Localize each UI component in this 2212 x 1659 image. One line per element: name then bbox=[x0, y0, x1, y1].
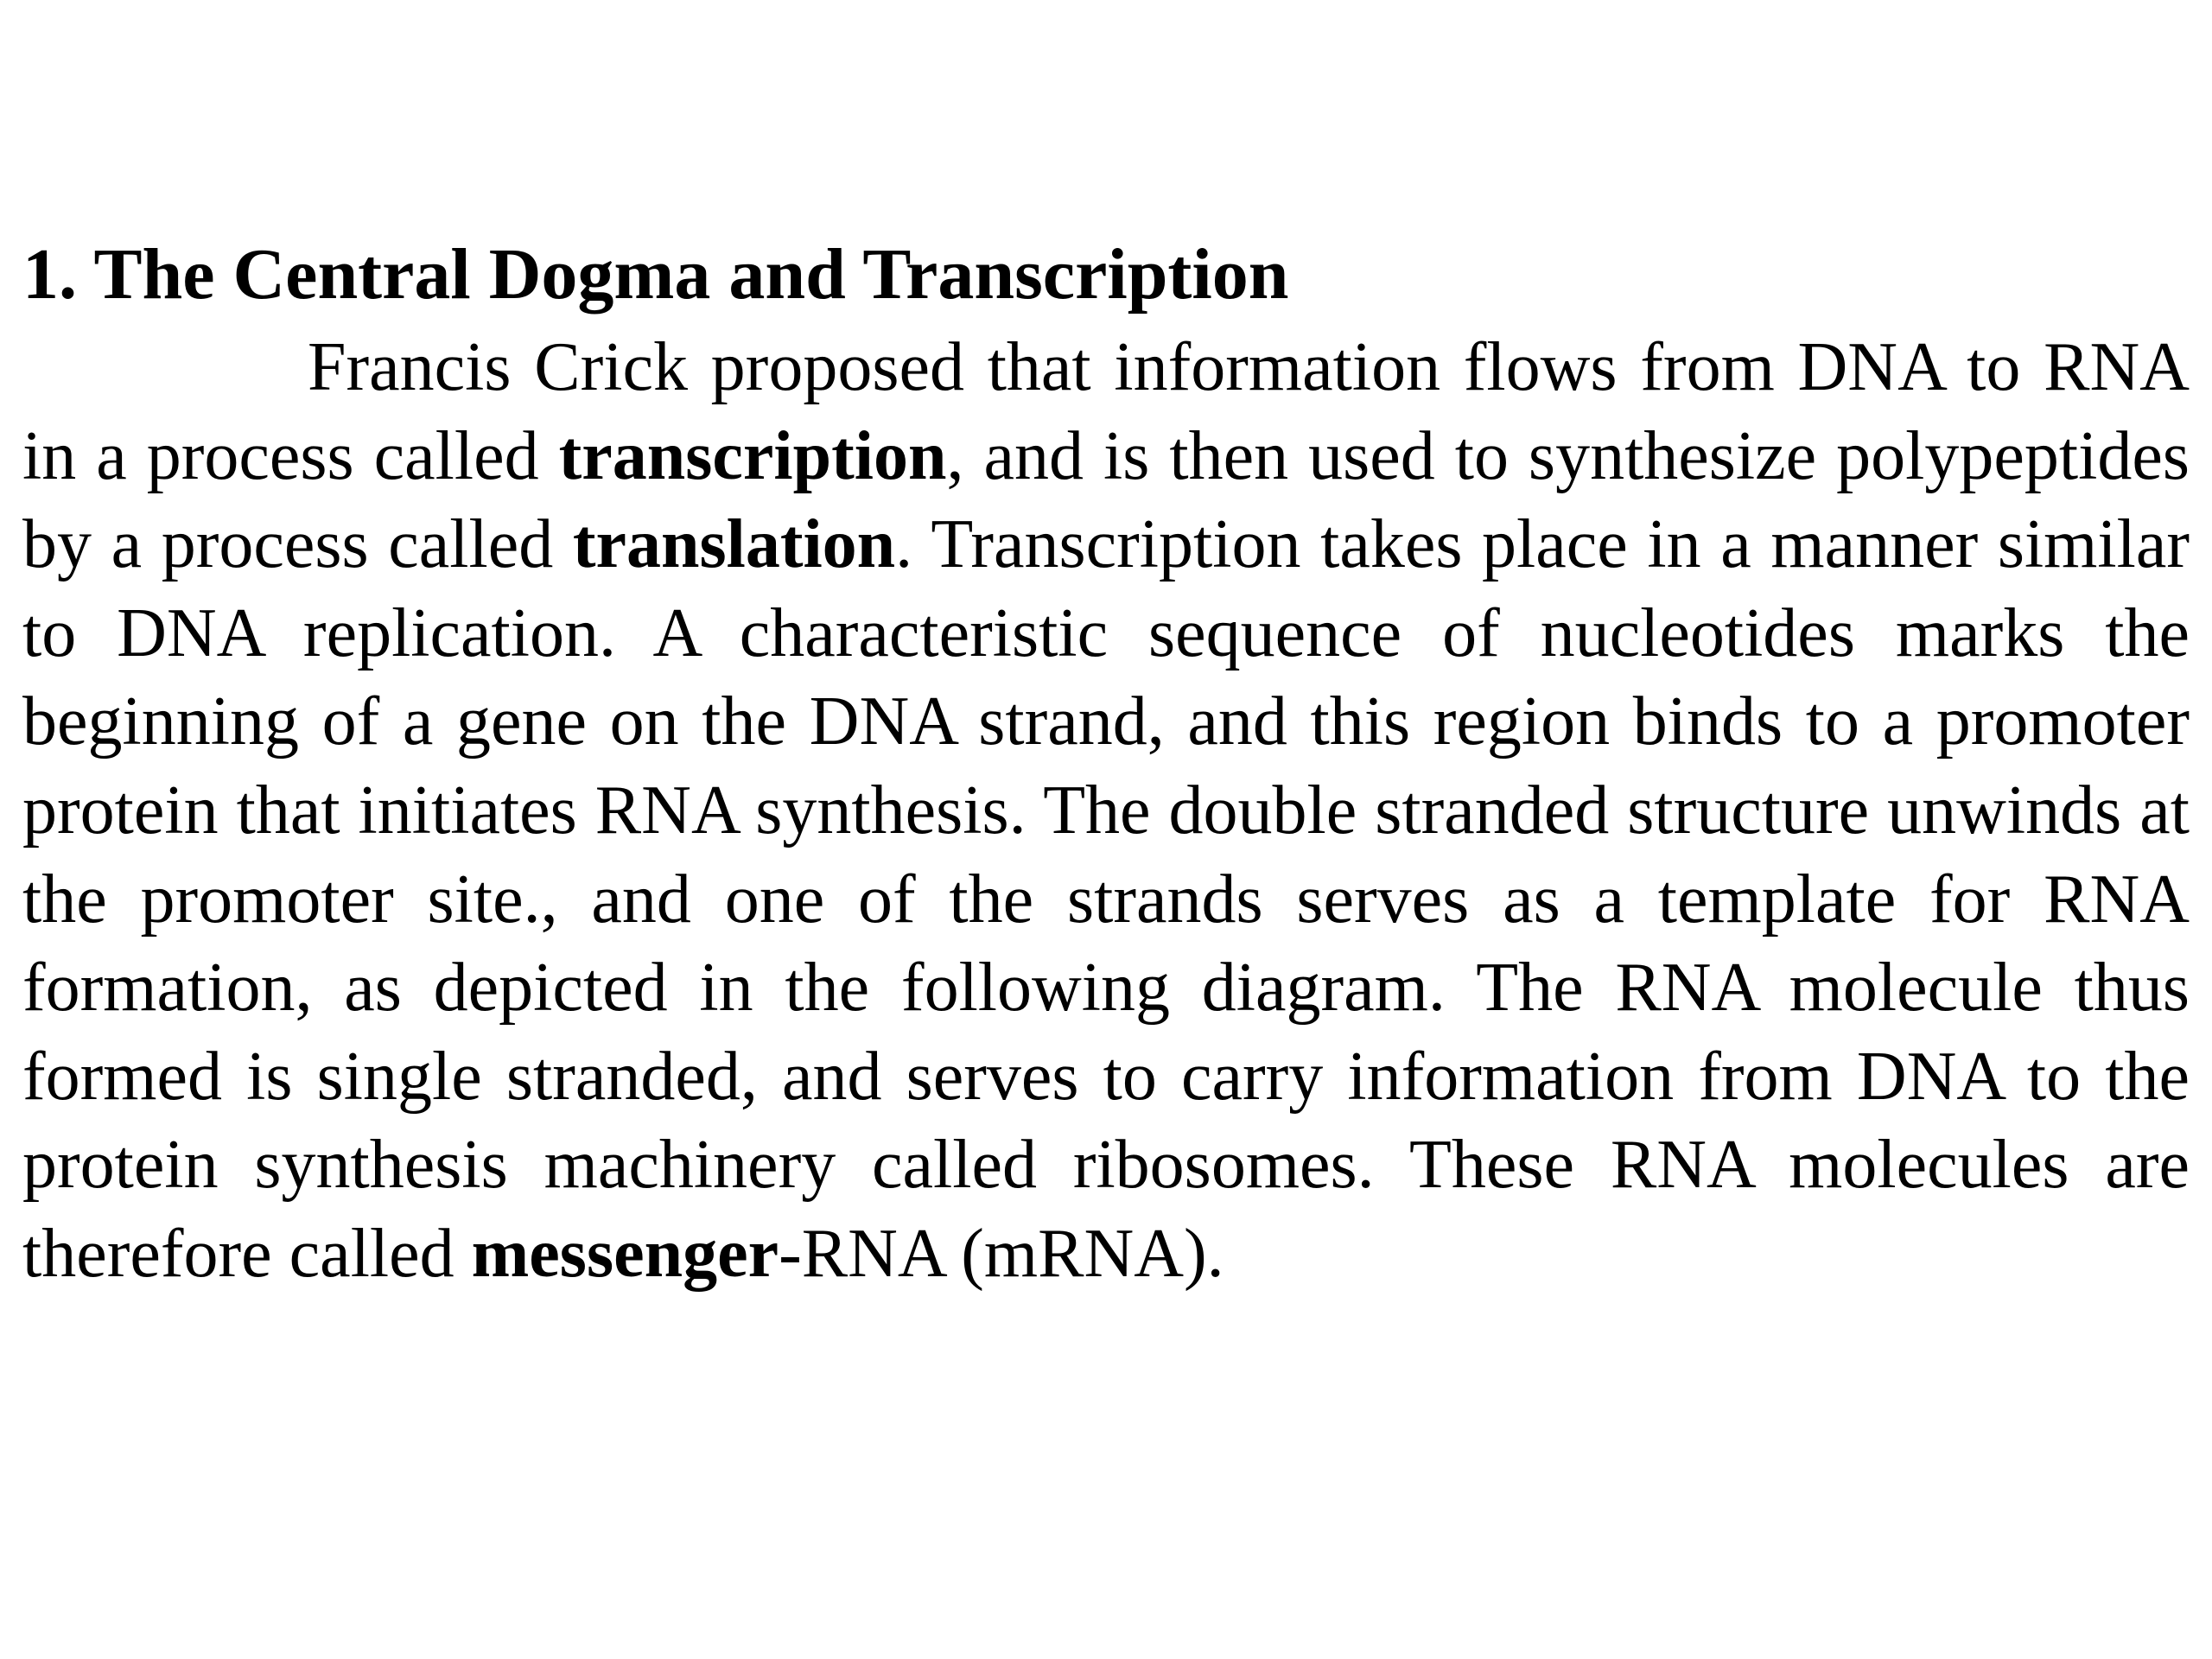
section-heading: 1. The Central Dogma and Transcription bbox=[22, 234, 1289, 315]
term-messenger: messenger bbox=[471, 1215, 779, 1292]
document-page bbox=[22, 226, 2190, 1299]
body-paragraph bbox=[22, 323, 2190, 1299]
text-run: . Transcription takes place in a manner similar to DNA replication. A characteristic sequence of nucleotides marks the beginning of a gene on the DNA strand, and this region binds to a promoter protein that initiates RNA synthesis. The double stranded structure unwinds at the promoter site., and one of the strands serves as a template for RNA formation, as depicted in the following diagram. The RNA molecule thus formed is single stranded, and serves to carry information from DNA to the protein synthesis machinery called ribosomes. These RNA molecules are therefore called bbox=[22, 506, 2190, 1292]
term-transcription: transcription bbox=[558, 417, 947, 494]
text-run: , and is then used to synthesize polypeptides by a process called bbox=[22, 417, 2190, 583]
term-translation: translation bbox=[572, 506, 896, 583]
text-run: Francis Crick proposed that information flows from DNA to RNA in a process called bbox=[22, 329, 2190, 494]
text-run: -RNA (mRNA). bbox=[779, 1215, 1224, 1292]
